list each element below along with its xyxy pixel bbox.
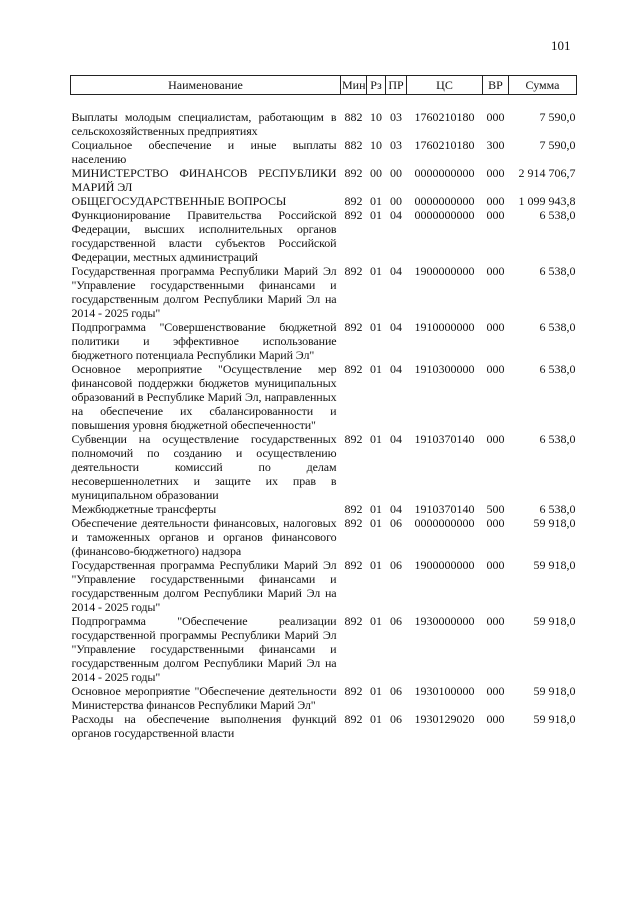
cell-sum: 6 538,0 xyxy=(539,432,576,446)
cell-pr: 00 xyxy=(390,194,402,208)
cell-cs: 0000000000 xyxy=(414,166,475,180)
cell-pr: 03 xyxy=(390,110,402,124)
table-row xyxy=(71,684,577,712)
table-header-row xyxy=(71,76,577,95)
cell-pr: 06 xyxy=(390,516,402,530)
cell-sum: 59 918,0 xyxy=(533,558,576,572)
cell-cs: 1900000000 xyxy=(414,558,475,572)
cell-cs: 1910370140 xyxy=(414,432,475,446)
cell-rz: 01 xyxy=(370,558,382,572)
cell-rz: 10 xyxy=(370,138,382,152)
cell-pr: 06 xyxy=(390,558,402,572)
cell-vr: 000 xyxy=(486,614,505,628)
table-row xyxy=(71,208,577,264)
cell-rz: 10 xyxy=(370,110,382,124)
cell-sum: 6 538,0 xyxy=(539,264,576,278)
cell-pr: 06 xyxy=(390,684,402,698)
cell-cs: 1760210180 xyxy=(414,138,475,152)
cell-min: 892 xyxy=(344,264,363,278)
cell-cs: 1910000000 xyxy=(414,320,475,334)
cell-name: Государственная программа Республики Марий Эл "Управление государственными финансами и государственным долгом Республики Марий Эл на 2014 - 2025 годы" xyxy=(71,558,337,614)
cell-min: 892 xyxy=(344,166,363,180)
cell-min: 892 xyxy=(344,516,363,530)
cell-min: 892 xyxy=(344,502,363,516)
cell-vr: 000 xyxy=(486,264,505,278)
header-sum: Сумма xyxy=(509,76,577,95)
cell-vr: 500 xyxy=(486,502,505,516)
cell-rz: 00 xyxy=(370,166,382,180)
budget-table xyxy=(70,75,577,740)
cell-cs: 1930000000 xyxy=(414,614,475,628)
table-body xyxy=(71,95,577,741)
cell-name: Функционирование Правительства Российской Федерации, высших исполнительных органов государственной власти субъектов Российской Федерации, местных администраций xyxy=(71,208,337,264)
cell-vr: 000 xyxy=(486,194,505,208)
cell-vr: 300 xyxy=(486,138,505,152)
cell-name: Основное мероприятие "Осуществление мер финансовой поддержки бюджетов муниципальных образований в Республике Марий Эл, направленных на обеспечение их сбалансированности и повышения уровня бюджетной обеспеченности" xyxy=(71,362,337,432)
cell-pr: 06 xyxy=(390,614,402,628)
cell-rz: 01 xyxy=(370,432,382,446)
table-row xyxy=(71,264,577,320)
cell-name: Обеспечение деятельности финансовых, налоговых и таможенных органов и органов финансового (финансово-бюджетного) надзора xyxy=(71,516,337,558)
cell-vr: 000 xyxy=(486,684,505,698)
table-row xyxy=(71,502,577,516)
cell-min: 892 xyxy=(344,684,363,698)
cell-sum: 7 590,0 xyxy=(539,138,576,152)
header-pr: ПР xyxy=(386,76,407,95)
cell-min: 892 xyxy=(344,614,363,628)
cell-cs: 1900000000 xyxy=(414,264,475,278)
cell-vr: 000 xyxy=(486,558,505,572)
header-min: Мин xyxy=(341,76,367,95)
cell-vr: 000 xyxy=(486,432,505,446)
header-name: Наименование xyxy=(71,76,341,95)
table-row xyxy=(71,712,577,740)
cell-name: Социальное обеспечение и иные выплаты населению xyxy=(71,138,337,166)
cell-sum: 6 538,0 xyxy=(539,362,576,376)
cell-rz: 01 xyxy=(370,684,382,698)
cell-name: Выплаты молодым специалистам, работающим в сельскохозяйственных предприятиях xyxy=(71,110,337,138)
cell-vr: 000 xyxy=(486,166,505,180)
table-row xyxy=(71,432,577,502)
cell-rz: 01 xyxy=(370,502,382,516)
table-row xyxy=(71,558,577,614)
table-row xyxy=(71,362,577,432)
cell-name: ОБЩЕГОСУДАРСТВЕННЫЕ ВОПРОСЫ xyxy=(71,194,287,208)
cell-rz: 01 xyxy=(370,516,382,530)
cell-vr: 000 xyxy=(486,516,505,530)
cell-name: Субвенции на осуществление государственных полномочий по созданию и осуществлению деятельности комиссий по делам несовершеннолетних и защите их прав в муниципальном образовании xyxy=(71,432,337,502)
cell-name: Подпрограмма "Обеспечение реализации государственной программы Республики Марий Эл "Управление государственными финансами и государственным долгом Республики Марий Эл на 2014 - 2025 годы" xyxy=(71,614,337,684)
cell-name: МИНИСТЕРСТВО ФИНАНСОВ РЕСПУБЛИКИ МАРИЙ ЭЛ xyxy=(71,166,337,194)
cell-name: Расходы на обеспечение выполнения функций органов государственной власти xyxy=(71,712,337,740)
cell-name: Подпрограмма "Совершенствование бюджетной политики и эффективное использование бюджетного потенциала Республики Марий Эл" xyxy=(71,320,337,362)
cell-rz: 01 xyxy=(370,208,382,222)
header-cs: ЦС xyxy=(407,76,483,95)
cell-min: 892 xyxy=(344,712,363,726)
cell-cs: 0000000000 xyxy=(414,516,475,530)
cell-cs: 0000000000 xyxy=(414,208,475,222)
cell-sum: 6 538,0 xyxy=(539,502,576,516)
cell-rz: 01 xyxy=(370,362,382,376)
table-row xyxy=(71,194,577,208)
table-row xyxy=(71,166,577,194)
cell-sum: 6 538,0 xyxy=(539,320,576,334)
cell-min: 882 xyxy=(344,138,363,152)
cell-min: 892 xyxy=(344,208,363,222)
cell-pr: 04 xyxy=(390,320,402,334)
cell-sum: 6 538,0 xyxy=(539,208,576,222)
page-number: 101 xyxy=(551,38,571,53)
cell-min: 892 xyxy=(344,194,363,208)
cell-pr: 04 xyxy=(390,208,402,222)
table-row xyxy=(71,614,577,684)
header-rz: Рз xyxy=(367,76,386,95)
cell-sum: 59 918,0 xyxy=(533,516,576,530)
cell-rz: 01 xyxy=(370,614,382,628)
cell-vr: 000 xyxy=(486,712,505,726)
cell-name: Государственная программа Республики Марий Эл "Управление государственными финансами и государственным долгом Республики Марий Эл на 2014 - 2025 годы" xyxy=(71,264,337,320)
header-vr: ВР xyxy=(483,76,509,95)
cell-vr: 000 xyxy=(486,362,505,376)
table-row xyxy=(71,95,577,139)
cell-name: Межбюджетные трансферты xyxy=(71,502,217,516)
cell-sum: 59 918,0 xyxy=(533,614,576,628)
cell-cs: 1910300000 xyxy=(414,362,475,376)
cell-vr: 000 xyxy=(486,320,505,334)
cell-cs: 1760210180 xyxy=(414,110,475,124)
cell-rz: 01 xyxy=(370,712,382,726)
table-row xyxy=(71,516,577,558)
cell-sum: 1 099 943,8 xyxy=(518,194,576,208)
cell-min: 892 xyxy=(344,362,363,376)
cell-cs: 1910370140 xyxy=(414,502,475,516)
table-row xyxy=(71,138,577,166)
cell-min: 892 xyxy=(344,558,363,572)
cell-pr: 00 xyxy=(390,166,402,180)
cell-pr: 04 xyxy=(390,502,402,516)
cell-min: 892 xyxy=(344,432,363,446)
cell-pr: 04 xyxy=(390,264,402,278)
cell-pr: 03 xyxy=(390,138,402,152)
cell-min: 882 xyxy=(344,110,363,124)
cell-sum: 59 918,0 xyxy=(533,684,576,698)
cell-sum: 59 918,0 xyxy=(533,712,576,726)
cell-pr: 06 xyxy=(390,712,402,726)
cell-rz: 01 xyxy=(370,194,382,208)
cell-vr: 000 xyxy=(486,208,505,222)
cell-rz: 01 xyxy=(370,264,382,278)
cell-cs: 1930129020 xyxy=(414,712,475,726)
cell-sum: 2 914 706,7 xyxy=(518,166,576,180)
cell-sum: 7 590,0 xyxy=(539,110,576,124)
cell-cs: 1930100000 xyxy=(414,684,475,698)
table-row xyxy=(71,320,577,362)
cell-pr: 04 xyxy=(390,432,402,446)
cell-cs: 0000000000 xyxy=(414,194,475,208)
cell-rz: 01 xyxy=(370,320,382,334)
cell-vr: 000 xyxy=(486,110,505,124)
cell-pr: 04 xyxy=(390,362,402,376)
cell-min: 892 xyxy=(344,320,363,334)
cell-name: Основное мероприятие "Обеспечение деятельности Министерства финансов Республики Марий Эл" xyxy=(71,684,337,712)
